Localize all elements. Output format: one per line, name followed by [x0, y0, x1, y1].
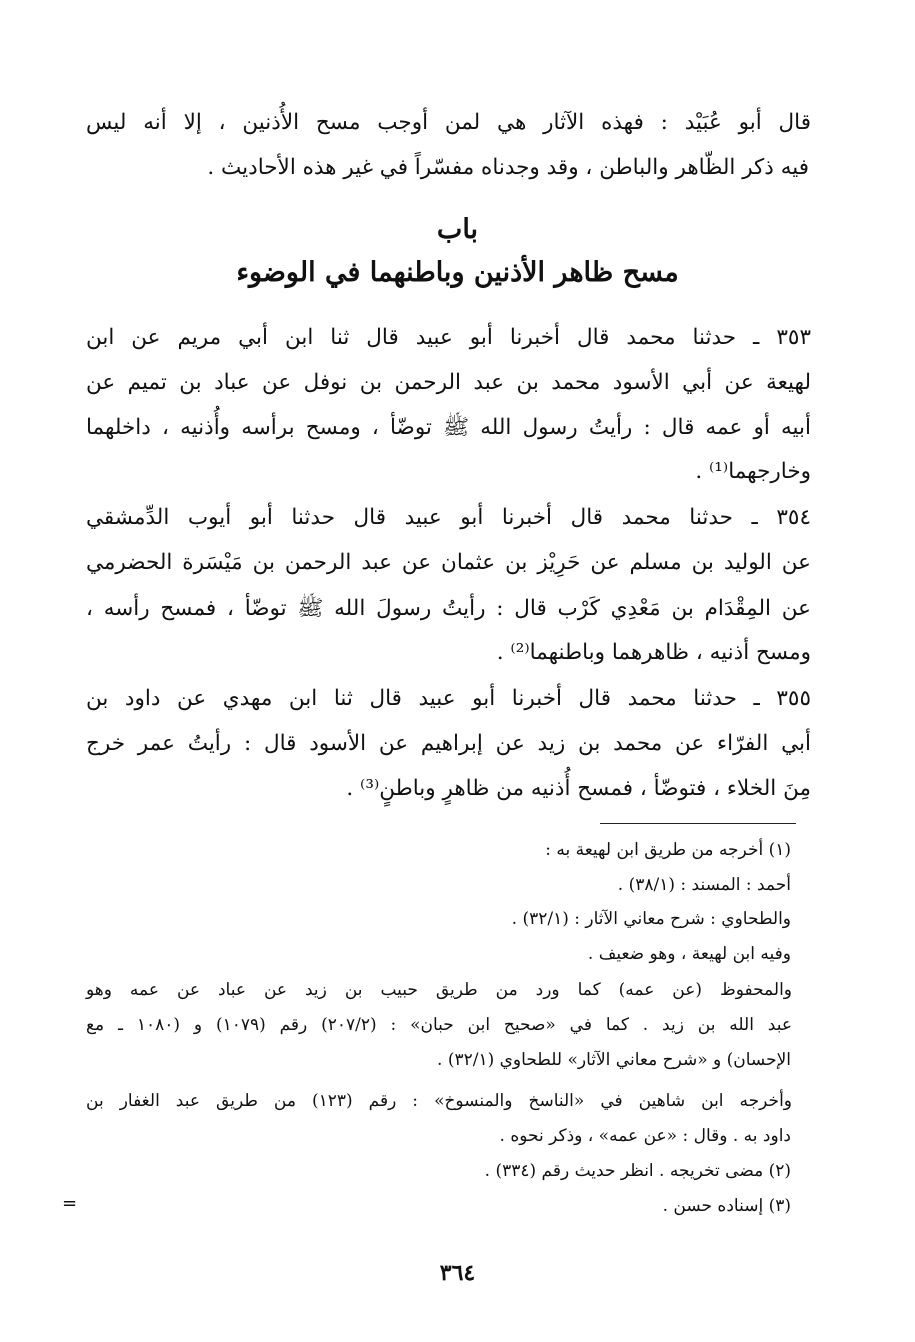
hadith-354-line-3: عن المِقْدَام بن مَعْدِي كَرْب قال : رأيتُ رسولَ الله ﷺ توضّأ ، فمسح رأسه ،: [86, 596, 811, 621]
margin-mark: =: [62, 1193, 78, 1214]
footnote-1-line-6: عبد الله بن زيد . كما في «صحيح ابن حبان» : (٢٠٧/٢) رقم (١٠٧٩) و (١٠٨٠ ـ مع: [86, 1015, 792, 1035]
chapter-title: مسح ظاهر الأذنين وباطنهما في الوضوء: [236, 257, 679, 288]
hadith-354-line-4: ومسح أذنيه ، ظاهرهما وباطنهما⁽²⁾ .: [496, 640, 811, 665]
hadith-354-line-2: عن الوليد بن مسلم عن حَرِيْز بن عثمان عن عبد الرحمن بن مَيْسَرة الحضرمي: [86, 550, 811, 575]
footnote-1-line-7: الإحسان) و «شرح معاني الآثار» للطحاوي (٣٢/١) .: [437, 1050, 791, 1070]
footnote-separator: [600, 823, 796, 824]
footnote-1-line-9: داود به . وقال : «عن عمه» ، وذكر نحوه .: [499, 1126, 791, 1146]
footnote-2: (٢) مضى تخريجه . انظر حديث رقم (٣٣٤) .: [484, 1161, 791, 1181]
footnote-3: (٣) إسناده حسن .: [662, 1196, 791, 1216]
hadith-353-line-4: وخارجهما⁽¹⁾ .: [695, 459, 811, 484]
hadith-353-line-1: ٣٥٣ ـ حدثنا محمد قال أخبرنا أبو عبيد قال ثنا ابن أبي مريم عن ابن: [86, 325, 811, 350]
chapter-label: باب: [436, 214, 479, 245]
hadith-353-line-3: أبيه أو عمه قال : رأيتُ رسول الله ﷺ توضّأ ، ومسح برأسه وأُذنيه ، داخلهما: [86, 415, 811, 440]
footnote-1-line-8: وأخرجه ابن شاهين في «الناسخ والمنسوخ» : رقم (١٢٣) من طريق عبد الغفار بن: [86, 1091, 792, 1111]
intro-line-1: قال أبو عُبَيْد : فهذه الآثار هي لمن أوجب مسح الأُذنين ، إلا أنه ليس: [86, 110, 811, 135]
footnote-1-line-5: والمحفوظ (عن عمه) كما ورد من طريق حبيب بن زيد عن عباد عن عمه وهو: [86, 980, 792, 1000]
footnote-1-line-4: وفيه ابن لهيعة ، وهو ضعيف .: [587, 944, 791, 964]
page-number: ٣٦٤: [439, 1260, 476, 1286]
hadith-354-line-1: ٣٥٤ ـ حدثنا محمد قال أخبرنا أبو عبيد قال حدثنا أبو أيوب الدِّمشقي: [86, 505, 811, 530]
footnote-1-line-1: (١) أخرجه من طريق ابن لهيعة به :: [545, 840, 791, 860]
hadith-353-line-2: لهيعة عن أبي الأسود محمد بن عبد الرحمن بن نوفل عن عباد بن تميم عن: [86, 370, 811, 395]
footnote-1-line-3: والطحاوي : شرح معاني الآثار : (٣٢/١) .: [511, 909, 791, 929]
hadith-355-line-1: ٣٥٥ ـ حدثنا محمد قال أخبرنا أبو عبيد قال ثنا ابن مهدي عن داود بن: [86, 686, 811, 711]
hadith-355-line-2: أبي الفرّاء عن محمد بن زيد عن إبراهيم عن الأسود قال : رأيتُ عمر خرج: [86, 731, 811, 756]
footnote-1-line-2: أحمد : المسند : (٣٨/١) .: [617, 875, 791, 895]
intro-line-2: فيه ذكر الظّاهر والباطن ، وقد وجدناه مفسّراً في غير هذه الأحاديث .: [207, 155, 809, 180]
hadith-355-line-3: مِنَ الخلاء ، فتوضّأ ، فمسح أُذنيه من ظاهرٍ وباطنٍ⁽³⁾ .: [346, 776, 811, 801]
